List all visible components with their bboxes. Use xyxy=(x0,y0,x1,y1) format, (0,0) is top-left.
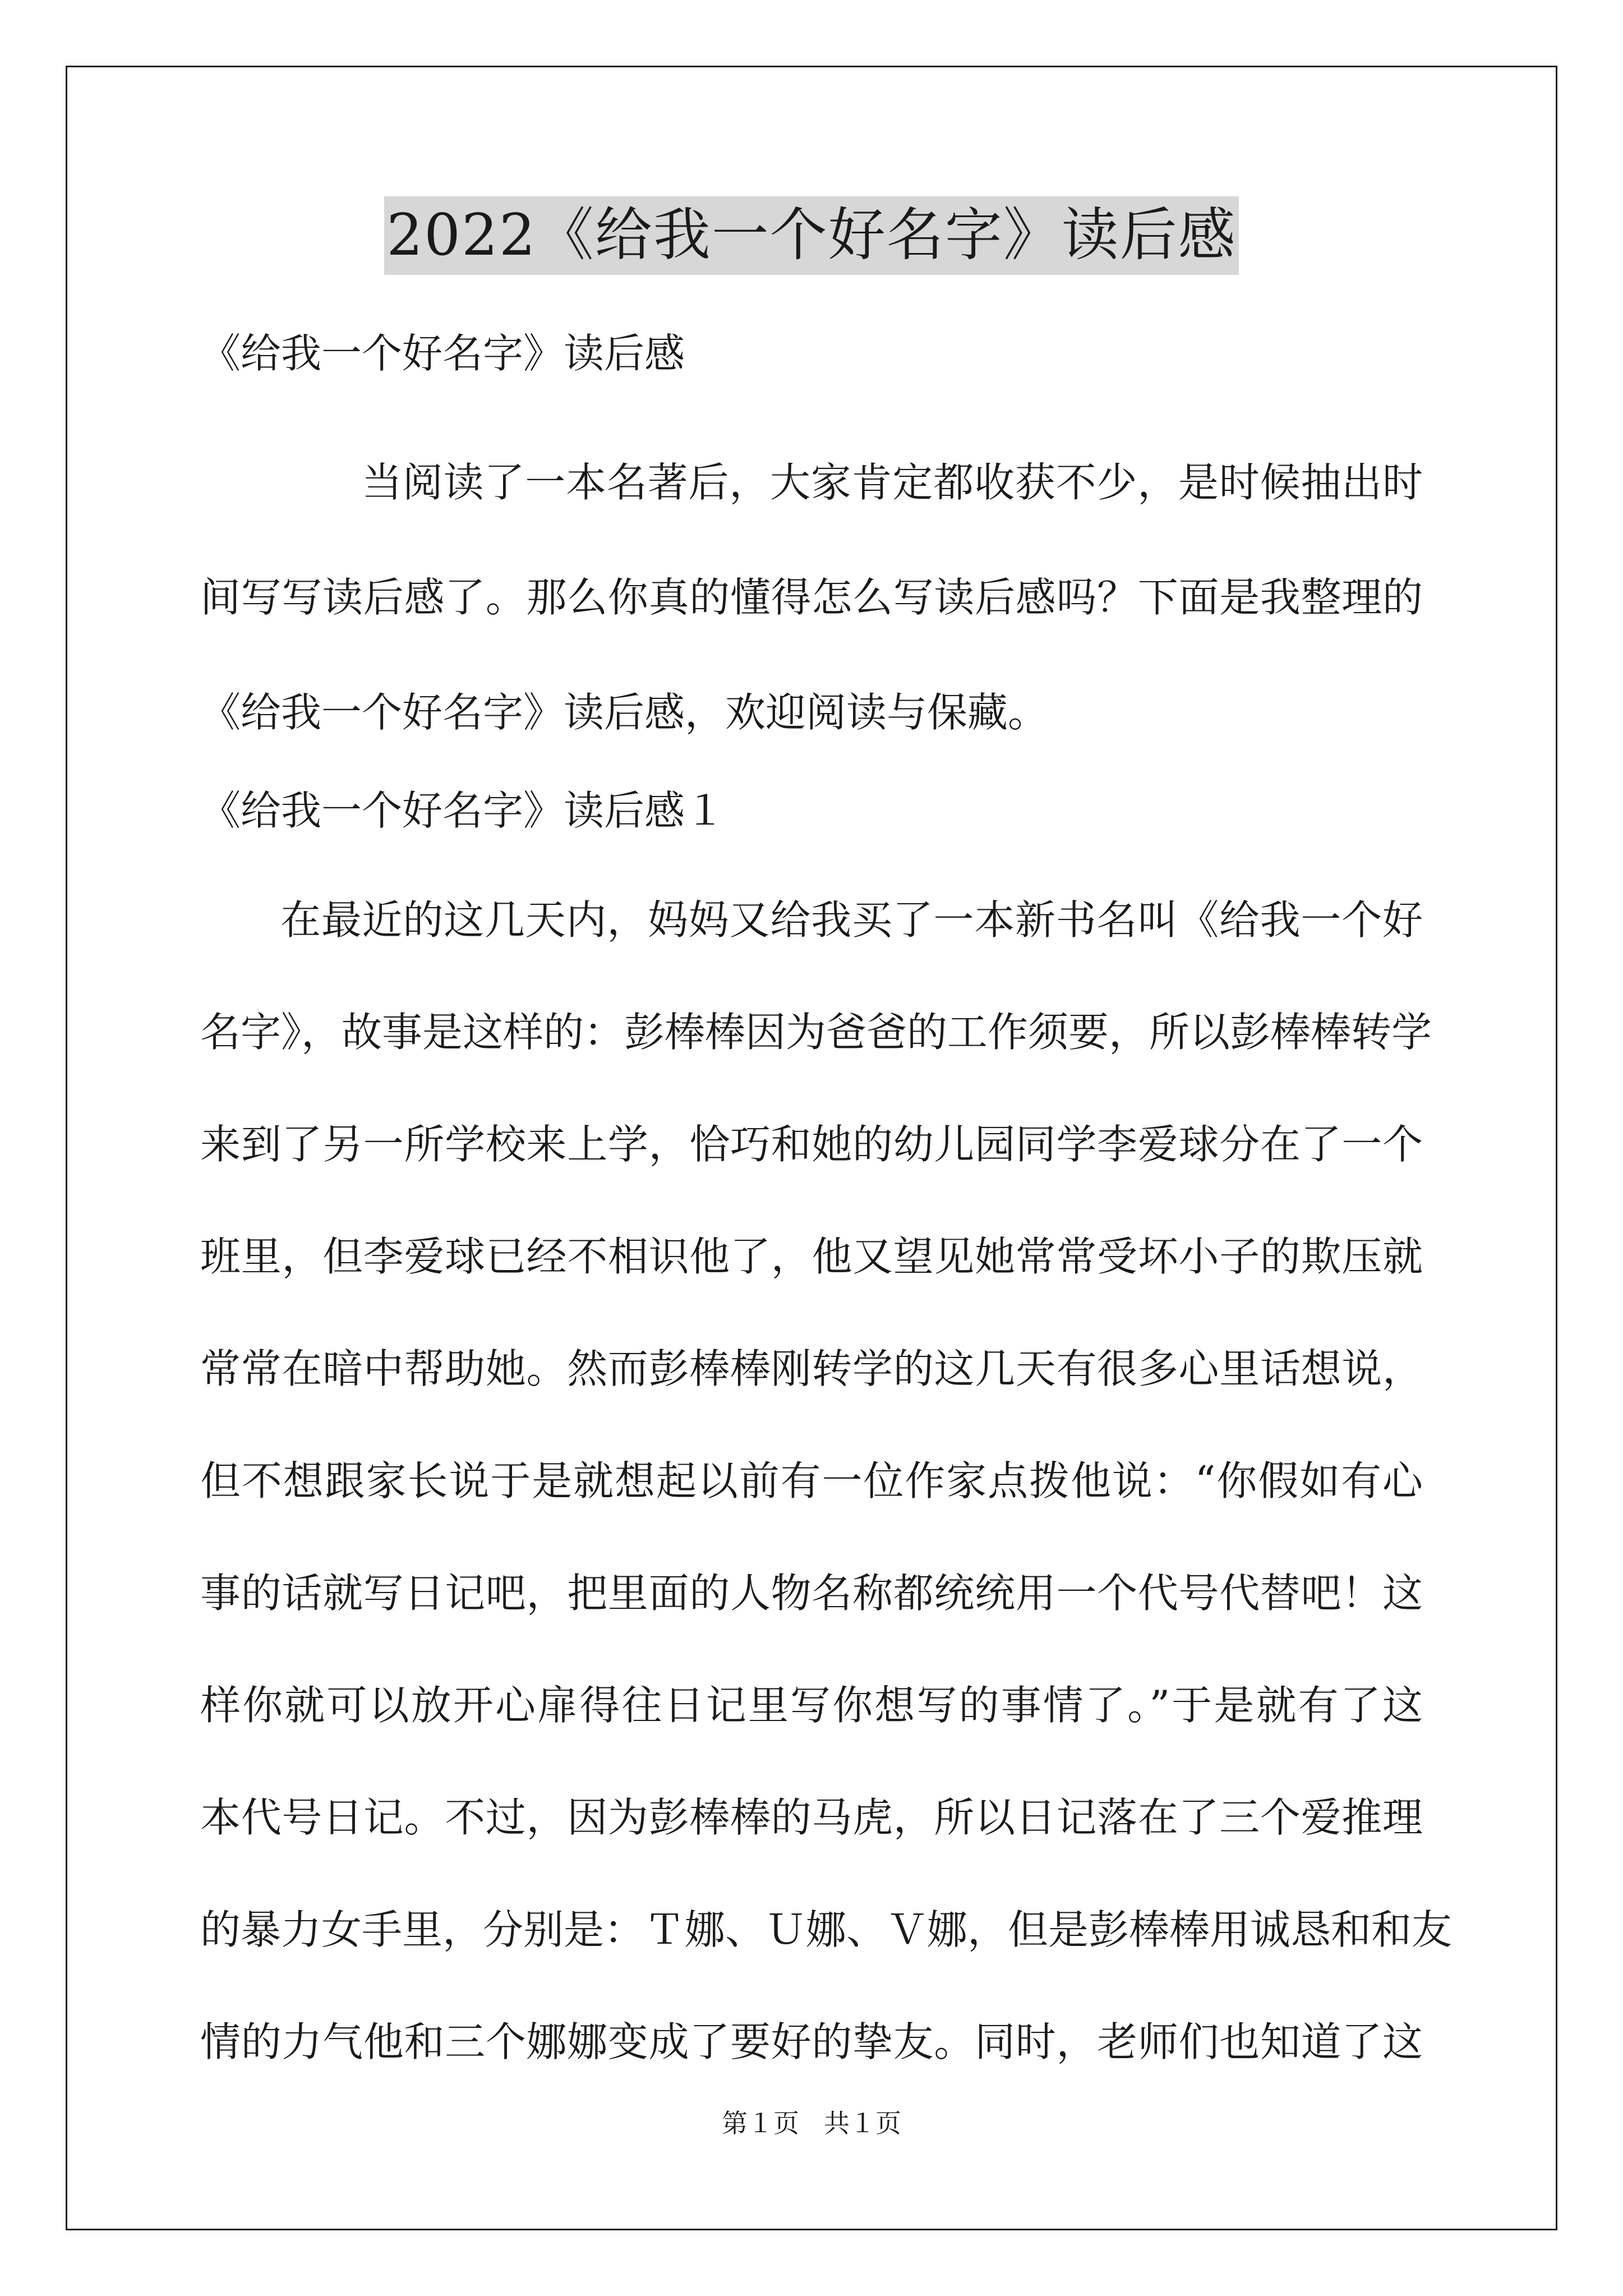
body-line-11: 情的力气他和三个娜娜变成了要好的挚友。同时，老师们也知道了这 xyxy=(200,2018,1423,2065)
intro-line-2: 间写写读后感了。那么你真的懂得怎么写读后感吗？下面是我整理的 xyxy=(200,574,1423,621)
body-line-7: 事的话就写日记吧，把里面的人物名称都统统用一个代号代替吧！这 xyxy=(200,1570,1423,1617)
section-heading: 《给我一个好名字》读后感１ xyxy=(200,787,726,834)
page-number: 第１页 xyxy=(722,2108,799,2138)
body-line-2: 名字》，故事是这样的：彭棒棒因为爸爸的工作须要，所以彭棒棒转学 xyxy=(200,1009,1432,1056)
page-footer xyxy=(0,2106,1623,2140)
body-line-5: 常常在暗中帮助她。然而彭棒棒刚转学的这几天有很多心里话想说， xyxy=(200,1345,1423,1392)
body-line-10: 的暴力女手里，分别是：Ｔ娜、Ｕ娜、Ｖ娜，但是彭棒棒用诚恳和和友 xyxy=(200,1906,1453,1953)
document-title: 2022《给我一个好名字》读后感 xyxy=(384,196,1239,275)
intro-line-1: 当阅读了一本名著后，大家肯定都收获不少，是时候抽出时 xyxy=(362,459,1423,506)
body-line-3: 来到了另一所学校来上学，恰巧和她的幼儿园同学李爱球分在了一个 xyxy=(200,1121,1423,1168)
body-line-9: 本代号日记。不过，因为彭棒棒的马虎，所以日记落在了三个爱推理 xyxy=(200,1794,1423,1841)
intro-line-3: 《给我一个好名字》读后感，欢迎阅读与保藏。 xyxy=(200,689,1049,736)
title-container xyxy=(0,196,1623,275)
body-line-4: 班里，但李爱球已经不相识他了，他又望见她常常受坏小子的欺压就 xyxy=(200,1233,1423,1280)
body-line-1: 在最近的这几天内，妈妈又给我买了一本新书名叫《给我一个好 xyxy=(280,896,1423,944)
body-line-8: 样你就可以放开心扉得往日记里写你想写的事情了。”于是就有了这 xyxy=(200,1682,1423,1729)
subtitle: 《给我一个好名字》读后感 xyxy=(200,330,685,377)
body-line-6: 但不想跟家长说于是就想起以前有一位作家点拨他说：“你假如有心 xyxy=(200,1457,1423,1504)
page-total: 共１页 xyxy=(824,2108,901,2138)
